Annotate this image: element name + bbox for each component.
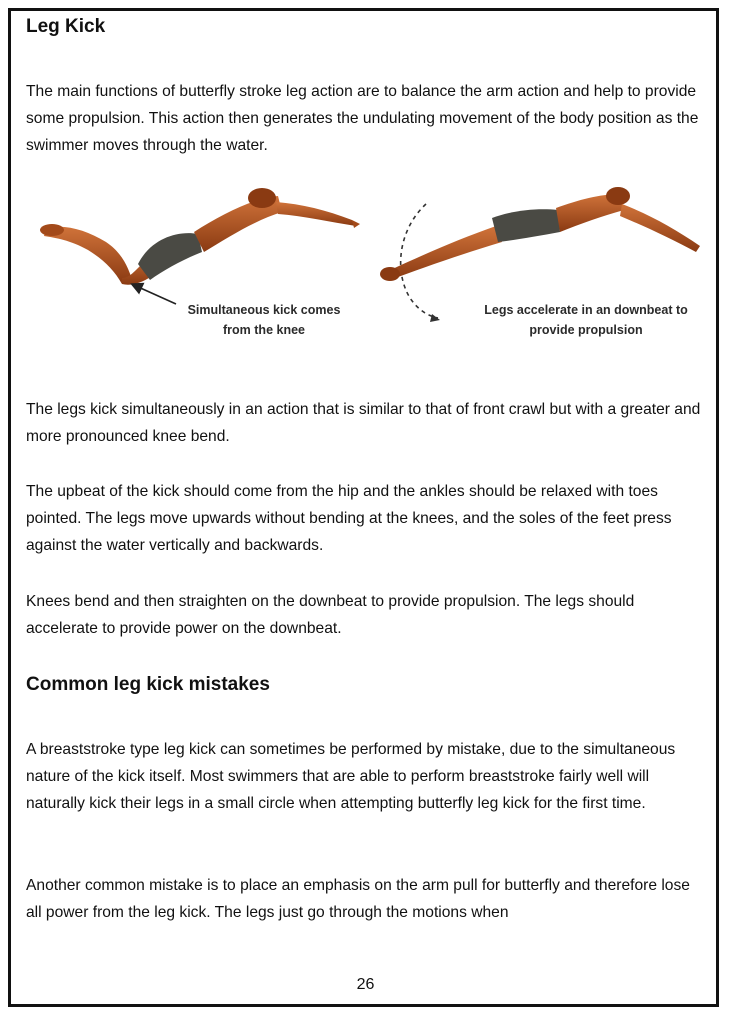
page-number: 26 [356,976,375,993]
paragraph-intro: The main functions of butterfly stroke leg action are to balance the arm action and help to provide some propulsion. This action then generates the undulating movement of the body position as the swimmer moves through the water. [26,83,699,154]
heading-leg-kick: Leg Kick [26,16,106,37]
butterfly-kick-illustration [26,180,706,360]
caption-simultaneous-kick: Simultaneous kick comes from the knee [187,303,341,337]
paragraph-downbeat: Knees bend and then straighten on the downbeat to provide propulsion. The legs should accelerate to provide power on the downbeat. [26,593,635,637]
caption-downbeat: Legs accelerate in an downbeat to provide propulsion [484,303,688,337]
swimmer-knee-bend [40,188,360,304]
paragraph-upbeat: The upbeat of the kick should come from the hip and the ankles should be relaxed with toes pointed. The legs move upwards without bending at the knees, and the soles of the feet press against the water vertically and backwards. [26,483,672,554]
paragraph-arm-pull-mistake: Another common mistake is to place an emphasis on the arm pull for butterfly and therefore lose all power from the leg kick. The legs just go through the motions when [26,877,690,921]
paragraph-simultaneous-kick: The legs kick simultaneously in an action that is similar to that of front crawl but with a greater and more pronounced knee bend. [26,401,701,445]
heading-common-mistakes: Common leg kick mistakes [26,674,270,695]
paragraph-breaststroke-mistake: A breaststroke type leg kick can sometimes be performed by mistake, due to the simultaneous nature of the kick itself. Most swimmers that are able to perform breaststroke fairly well will naturally kick their legs in a small circle when attempting butterfly leg kick for the first time. [26,741,676,812]
